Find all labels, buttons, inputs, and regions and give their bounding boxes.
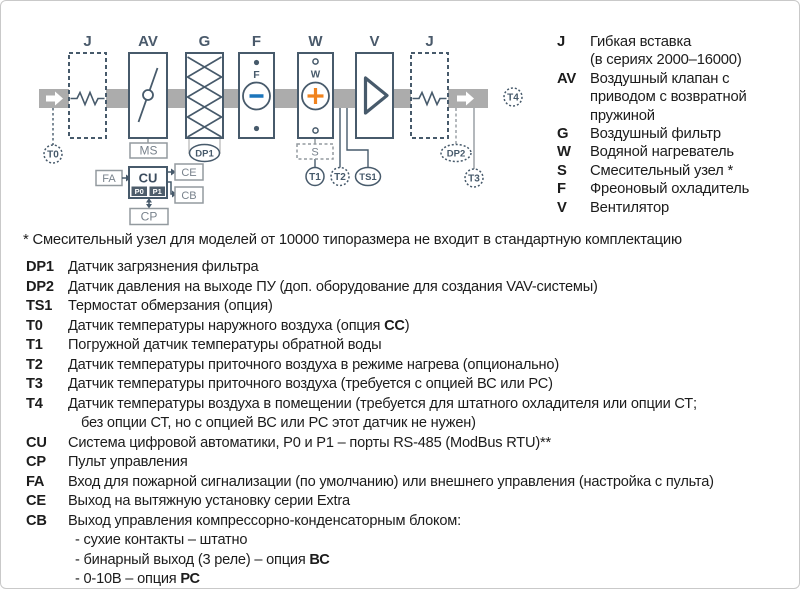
definition-text-part: Система цифровой автоматики, P0 и P1 – порты RS-485 (ModBus RTU)** — [68, 434, 551, 451]
flexible-insert-right — [411, 53, 448, 138]
dp1-label: DP1 — [195, 148, 214, 160]
condenser-output-box — [175, 187, 203, 203]
legend-item — [557, 199, 795, 217]
t4-sensor — [504, 88, 522, 106]
legend-description — [590, 143, 734, 161]
definition-abbr: T3 — [26, 376, 43, 392]
definition-text-part: - сухие контакты – штатно — [75, 532, 248, 548]
definition-row — [26, 492, 796, 512]
legend-item — [557, 162, 795, 180]
definition-text — [68, 492, 350, 512]
definition-row — [26, 512, 796, 532]
definition-text-part: Датчик температуры приточного воздуха (требуется с опцией ВС или РС) — [68, 376, 553, 392]
p1-label: P1 — [152, 186, 162, 196]
water-heater — [298, 53, 333, 138]
component-label-j-left: J — [83, 33, 92, 50]
definition-text — [68, 336, 381, 356]
t2-label: T2 — [334, 172, 346, 183]
legend-description — [590, 70, 747, 125]
t1-label: T1 — [309, 172, 321, 183]
fan — [356, 53, 393, 138]
definition-text-part: ) — [404, 317, 410, 334]
air-valve — [129, 53, 167, 138]
component-label-v: V — [369, 33, 380, 50]
definition-text — [68, 531, 247, 551]
definition-text — [68, 375, 553, 395]
definition-text — [68, 297, 273, 317]
pipe-port-icon — [254, 60, 259, 65]
definition-abbr: CP — [26, 454, 46, 470]
legend-line: Воздушный клапан с — [590, 70, 730, 87]
control-panel-box — [130, 209, 168, 225]
legend-line: Гибкая вставка — [590, 34, 692, 50]
legend-abbr: V — [557, 199, 567, 216]
t3-sensor — [465, 169, 483, 187]
definition-text — [68, 512, 461, 532]
t0-sensor — [44, 145, 62, 163]
definition-text — [68, 395, 697, 415]
definition-text-part: - бинарный выход (3 реле) – опция — [75, 551, 310, 568]
definition-abbr: T4 — [26, 395, 43, 412]
legend-abbr: J — [557, 34, 566, 50]
exhaust-output-box — [175, 164, 203, 180]
dp2-label: DP2 — [446, 148, 466, 160]
definition-text — [68, 551, 330, 571]
definition-row — [26, 414, 796, 434]
definition-abbr: T2 — [26, 356, 43, 373]
cooler-letter: F — [253, 69, 260, 81]
definition-abbr: TS1 — [26, 298, 53, 314]
t3-label: T3 — [468, 173, 480, 185]
definition-text-part: РС — [180, 571, 200, 587]
definition-abbr: CU — [26, 434, 47, 451]
definition-row — [26, 375, 796, 395]
definition-row — [26, 434, 796, 454]
definition-text-part: Выход на вытяжную установку серии Extra — [68, 493, 350, 509]
definition-text-part: СС — [384, 317, 405, 334]
ms-label: MS — [139, 143, 158, 158]
legend-description — [590, 180, 749, 198]
definition-text-part: ВС — [309, 551, 330, 568]
t4-label: T4 — [507, 92, 519, 104]
legend-line: приводом с возвратной — [590, 89, 747, 106]
ms-actuator-box — [130, 143, 167, 158]
cb-label: CB — [181, 190, 197, 202]
definition-row — [26, 453, 796, 473]
legend-abbr: F — [557, 181, 566, 198]
s-label: S — [311, 146, 319, 159]
definition-abbr: CE — [26, 493, 46, 509]
legend-item — [557, 125, 795, 143]
definition-text — [68, 453, 188, 473]
ce-label: CE — [181, 167, 197, 179]
legend-abbr: W — [557, 144, 571, 161]
flexible-insert-left — [69, 53, 106, 138]
heater-letter: W — [310, 69, 321, 81]
definition-text-part: Датчик температуры приточного воздуха в режиме нагрева (опционально) — [68, 356, 559, 373]
definition-row — [26, 473, 796, 493]
cu-label: CU — [138, 170, 158, 186]
legend-description — [590, 33, 742, 70]
cp-label: CP — [140, 209, 158, 224]
t0-label: T0 — [47, 149, 59, 161]
ts1-label: TS1 — [359, 172, 377, 183]
legend-item — [557, 33, 795, 70]
definition-row — [26, 570, 796, 589]
legend-line: Фреоновый охладитель — [590, 181, 750, 198]
p0-label: P0 — [134, 186, 144, 196]
definition-row — [26, 551, 796, 571]
definition-row — [26, 336, 796, 356]
legend-item — [557, 70, 795, 125]
pipe-port-icon — [313, 59, 318, 64]
definition-abbr: DP2 — [26, 278, 54, 295]
definition-text — [68, 356, 559, 376]
legend-line: Смесительный узел * — [590, 162, 734, 179]
legend-line: (в сериях 2000–16000) — [590, 52, 742, 69]
ahu-schematic-diagram — [1, 1, 541, 236]
definition-row — [26, 258, 796, 278]
definition-text-part: Вход для пожарной сигнализации (по умолчанию) или внешнего управления (настройка с пульта) — [68, 473, 714, 490]
ts1-sensor — [356, 168, 381, 186]
legend-line: Водяной нагреватель — [590, 144, 734, 161]
t1-sensor — [306, 168, 324, 186]
definition-abbr: CB — [26, 512, 47, 529]
definition-abbr: T1 — [26, 337, 43, 353]
dp1-sensor — [190, 145, 220, 162]
freon-cooler — [239, 53, 274, 138]
definition-text-part: Погружной датчик температуры обратной воды — [68, 337, 382, 353]
definition-row — [26, 356, 796, 376]
definition-abbr — [26, 551, 68, 571]
definition-text — [68, 258, 258, 278]
control-unit-box — [129, 167, 167, 198]
definition-text-part: - 0-10В – опция — [75, 571, 181, 587]
definition-text-part: без опции СТ, но с опцией ВС или РС этот датчик не нужен) — [81, 415, 476, 431]
definition-text — [68, 570, 200, 589]
mixing-unit-footnote: * Смесительный узел для моделей от 10000 типоразмера не входит в стандартную комплектацию — [23, 232, 682, 248]
pipe-port-icon — [313, 128, 318, 133]
definition-text — [68, 317, 409, 337]
legend-line: пружиной — [590, 107, 655, 124]
definition-text — [68, 434, 551, 454]
fa-label: FA — [102, 173, 116, 185]
legend-abbr: G — [557, 126, 569, 143]
definition-text-part: Датчик температуры наружного воздуха (опция — [68, 317, 385, 334]
definition-abbr: T0 — [26, 317, 43, 334]
definition-text-part: Термостат обмерзания (опция) — [68, 298, 273, 314]
definition-abbr — [26, 570, 68, 589]
definition-row — [26, 531, 796, 551]
damper-pivot-icon — [143, 90, 153, 100]
dp2-sensor — [441, 145, 471, 162]
component-label-av: AV — [138, 33, 158, 50]
legend-line: Воздушный фильтр — [590, 126, 721, 143]
component-label-w: W — [308, 33, 323, 50]
definition-text — [68, 278, 598, 298]
mixing-unit-box — [297, 144, 333, 159]
legend-description — [590, 125, 721, 143]
definition-text — [68, 473, 714, 493]
definition-abbr: FA — [26, 473, 45, 490]
component-label-j-right: J — [425, 33, 434, 50]
component-legend — [557, 33, 795, 217]
definition-abbr: DP1 — [26, 259, 54, 275]
legend-line: Вентилятор — [590, 199, 670, 216]
legend-description — [590, 162, 733, 180]
legend-item — [557, 143, 795, 161]
abbreviation-definitions — [26, 258, 796, 589]
definition-text-part: Датчик давления на выходе ПУ (доп. оборудование для создания VAV-системы) — [68, 278, 598, 295]
definition-row — [26, 297, 796, 317]
definition-text-part: Выход управления компрессорно-конденсаторным блоком: — [68, 512, 461, 529]
definition-text-part: Пульт управления — [68, 454, 188, 470]
definition-text-part: Датчик температуры воздуха в помещении (требуется для штатного охладителя или опции СТ; — [68, 395, 697, 412]
component-label-f: F — [251, 33, 262, 50]
t2-sensor — [331, 168, 349, 186]
definition-abbr — [26, 531, 68, 551]
air-filter — [186, 53, 223, 138]
fire-alarm-input-box — [96, 171, 122, 186]
legend-abbr: S — [557, 162, 567, 179]
definition-text-part: Датчик загрязнения фильтра — [68, 259, 259, 275]
legend-item — [557, 180, 795, 198]
pipe-port-icon — [254, 126, 259, 131]
definition-row — [26, 278, 796, 298]
definition-row — [26, 317, 796, 337]
component-label-g: G — [198, 33, 211, 50]
definition-text — [68, 414, 476, 434]
definition-row — [26, 395, 796, 415]
definition-abbr — [26, 414, 68, 434]
legend-description — [590, 199, 669, 217]
legend-abbr: AV — [557, 70, 577, 87]
